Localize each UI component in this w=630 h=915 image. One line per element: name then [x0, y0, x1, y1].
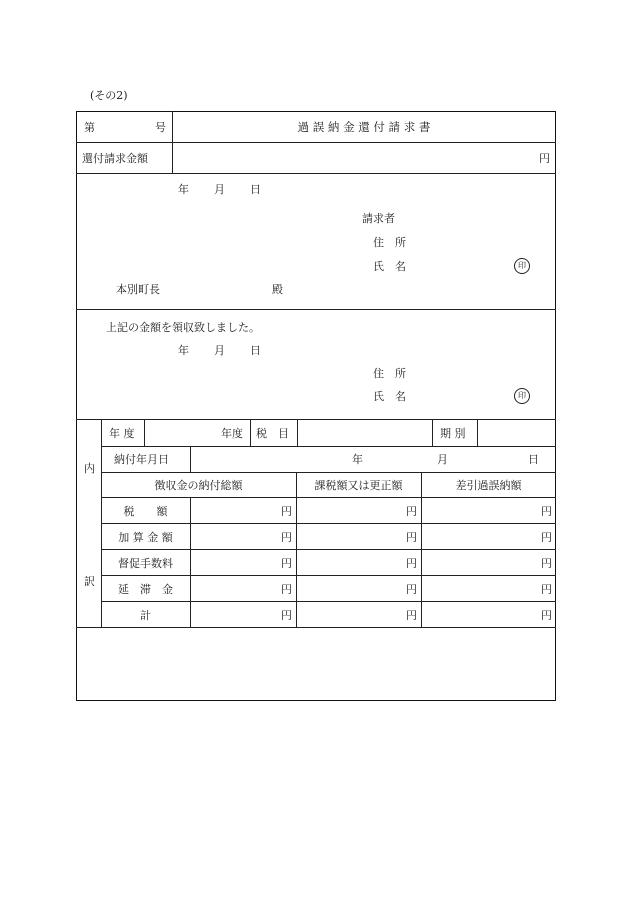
yen-unit: 円	[406, 557, 417, 570]
divider	[432, 419, 433, 446]
seal-icon: 印	[514, 258, 530, 274]
breakdown-side-label-top: 内	[84, 462, 95, 475]
yen-unit: 円	[541, 557, 552, 570]
divider	[101, 446, 556, 447]
requester-name-label: 氏 名	[373, 260, 406, 273]
fiscal-year-suffix: 年度	[221, 427, 243, 440]
receipt-date-day: 日	[250, 344, 261, 357]
tax-item-field[interactable]	[298, 420, 431, 445]
divider	[101, 472, 556, 473]
yen-unit: 円	[281, 505, 292, 518]
fiscal-year-label: 年 度	[109, 427, 135, 440]
number-label-go: 号	[155, 121, 166, 134]
column-header-overpaid: 差引過誤納額	[455, 479, 522, 492]
receipt-address-field[interactable]	[410, 363, 540, 381]
divider	[101, 549, 556, 550]
payment-month: 月	[437, 453, 448, 466]
yen-unit: 円	[281, 531, 292, 544]
divider	[76, 627, 556, 628]
refund-amount-label: 還付請求金額	[82, 152, 148, 165]
receipt-name-label: 氏 名	[373, 390, 406, 403]
receipt-date-month: 月	[214, 344, 225, 357]
divider	[190, 497, 191, 627]
divider	[421, 472, 422, 627]
column-header-assessed: 課税額又は更正額	[314, 479, 403, 492]
yen-unit: 円	[541, 531, 552, 544]
yen-unit: 円	[541, 609, 552, 622]
period-label: 期 別	[440, 427, 466, 440]
row-label-delinquency: 延 滞 金	[118, 583, 173, 596]
addressee: 本別町長	[116, 283, 160, 296]
requester-name-field[interactable]	[410, 256, 505, 274]
yen-unit: 円	[406, 505, 417, 518]
tax-item-label: 税 目	[256, 427, 289, 440]
remarks-area[interactable]	[78, 629, 554, 699]
yen-unit: 円	[406, 583, 417, 596]
divider	[296, 472, 297, 627]
receipt-statement: 上記の金額を領収致しました。	[106, 321, 260, 334]
divider	[101, 497, 556, 498]
receipt-address-label: 住 所	[373, 367, 406, 380]
yen-unit: 円	[541, 505, 552, 518]
receipt-name-field[interactable]	[410, 386, 505, 404]
request-date-year: 年	[178, 183, 189, 196]
divider	[76, 309, 556, 310]
row-label-reminder-fee: 督促手数料	[118, 557, 173, 570]
receipt-date-year: 年	[178, 344, 189, 357]
column-header-total-paid: 徴収金の納付総額	[154, 479, 243, 492]
yen-unit: 円	[281, 557, 292, 570]
breakdown-side-label-bottom: 訳	[84, 575, 95, 588]
divider	[101, 523, 556, 524]
divider	[190, 446, 191, 472]
row-label-additional: 加 算 金 額	[118, 531, 173, 544]
number-label-dai: 第	[84, 121, 95, 134]
honorific: 殿	[272, 283, 283, 296]
divider	[101, 601, 556, 602]
divider	[101, 575, 556, 576]
form-variant-label: (その2)	[90, 89, 128, 102]
payment-date-label: 納付年月日	[114, 453, 169, 466]
payment-day: 日	[528, 453, 539, 466]
row-label-tax: 税 額	[123, 505, 168, 518]
divider	[250, 419, 251, 446]
request-date-month: 月	[214, 183, 225, 196]
yen-unit: 円	[281, 609, 292, 622]
refund-amount-field[interactable]	[173, 143, 533, 172]
seal-icon: 印	[514, 388, 530, 404]
requester-address-field[interactable]	[410, 232, 540, 250]
payment-year: 年	[352, 453, 363, 466]
row-label-total: 計	[140, 609, 151, 622]
requester-address-label: 住 所	[373, 236, 406, 249]
yen-unit: 円	[406, 609, 417, 622]
yen-unit: 円	[539, 152, 550, 165]
fiscal-year-field[interactable]	[145, 420, 215, 445]
yen-unit: 円	[541, 583, 552, 596]
request-date-day: 日	[250, 183, 261, 196]
yen-unit: 円	[281, 583, 292, 596]
form-title: 過 誤 納 金 還 付 請 求 書	[297, 120, 431, 134]
yen-unit: 円	[406, 531, 417, 544]
divider	[76, 173, 556, 174]
period-field[interactable]	[478, 420, 555, 445]
requester-label: 請求者	[362, 212, 395, 225]
